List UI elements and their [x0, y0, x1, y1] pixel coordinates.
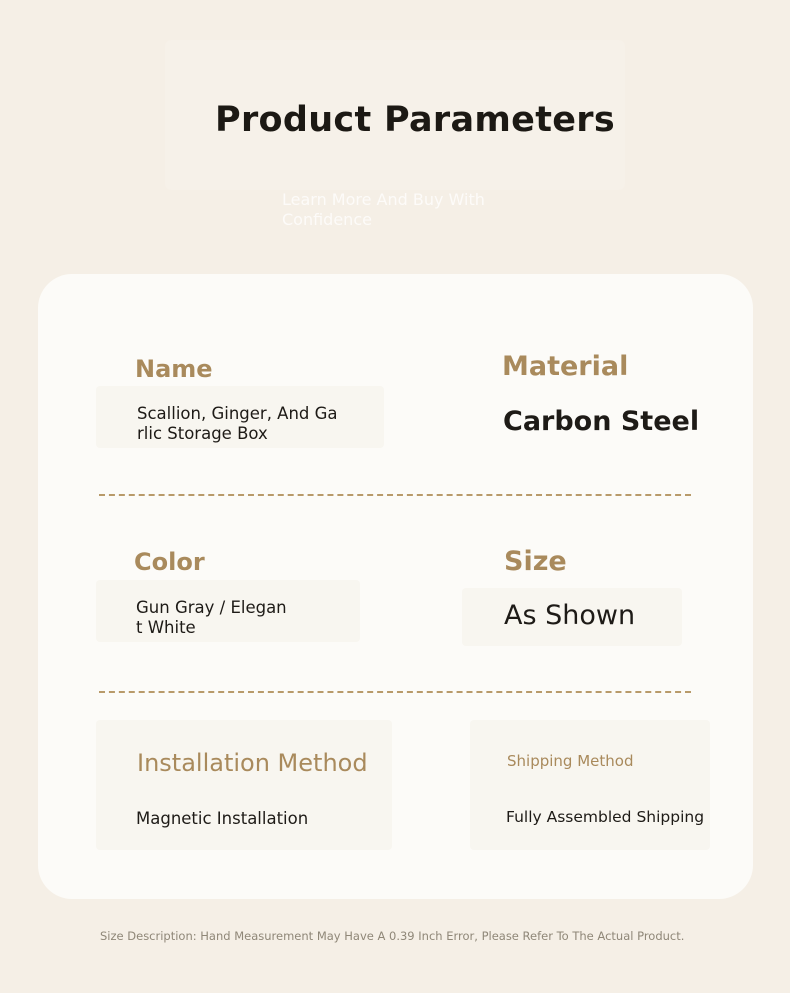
material-value: Carbon Steel [503, 406, 700, 437]
page-subtitle: Learn More And Buy With Confidence [282, 190, 485, 229]
installation-label: Installation Method [137, 749, 368, 777]
size-description-note: Size Description: Hand Measurement May Have A 0.39 Inch Error, Please Refer To The Actual Product. [100, 929, 685, 943]
shipping-label: Shipping Method [507, 752, 634, 770]
shipping-backdrop [470, 720, 710, 850]
divider-1 [99, 494, 691, 496]
color-label: Color [134, 548, 205, 576]
size-label: Size [504, 546, 567, 577]
color-value-line-2: t White [136, 618, 196, 637]
name-value [137, 404, 338, 444]
color-value-line-1: Gun Gray / Elegan [136, 598, 287, 617]
color-value [136, 598, 287, 638]
shipping-value: Fully Assembled Shipping [506, 808, 705, 826]
installation-value: Magnetic Installation [136, 809, 309, 828]
name-label: Name [135, 355, 213, 383]
size-value: As Shown [504, 600, 636, 631]
page-title: Product Parameters [215, 100, 615, 140]
material-label: Material [502, 351, 629, 382]
name-value-line-1: Scallion, Ginger, And Ga [137, 404, 338, 423]
divider-2 [99, 691, 691, 693]
installation-backdrop [96, 720, 392, 850]
name-value-line-2: rlic Storage Box [137, 424, 268, 443]
